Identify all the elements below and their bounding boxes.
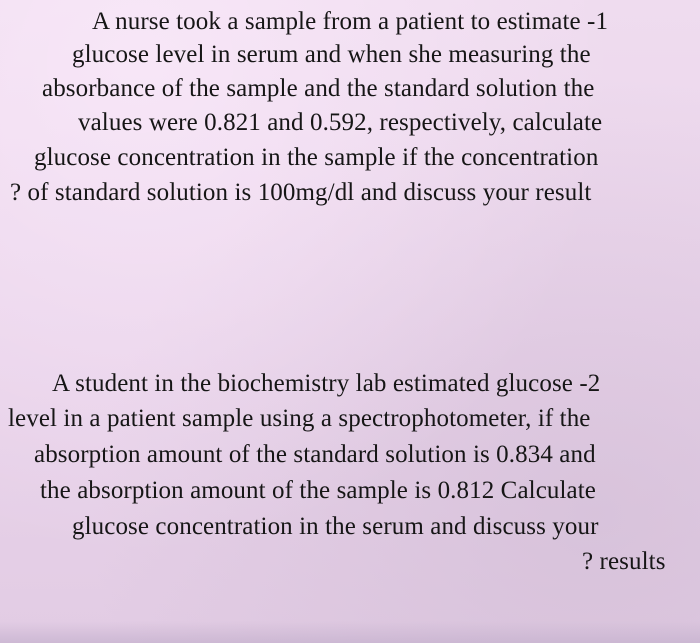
question-1-line-5: glucose concentration in the sample if the concentration: [34, 144, 599, 171]
question-2-line-1: A student in the biochemistry lab estimated glucose -2: [52, 370, 601, 397]
question-1-line-1: A nurse took a sample from a patient to estimate -1: [92, 8, 609, 35]
question-2-line-2: level in a patient sample using a spectrophotometer, if the: [8, 405, 591, 432]
question-1-line-6: ? of standard solution is 100mg/dl and discuss your result: [10, 179, 592, 206]
question-2-line-5: glucose concentration in the serum and discuss your: [72, 513, 599, 540]
question-2-line-6: ? results: [582, 548, 666, 575]
question-2-line-3: absorption amount of the standard solution is 0.834 and: [34, 441, 596, 468]
question-1-line-4: values were 0.821 and 0.592, respectively, calculate: [78, 109, 603, 136]
question-1-line-2: glucose level in serum and when she measuring the: [72, 41, 591, 68]
page-bottom-edge: [0, 621, 700, 643]
question-1-line-3: absorbance of the sample and the standard solution the: [42, 75, 595, 102]
question-2-line-4: the absorption amount of the sample is 0.812 Calculate: [40, 477, 596, 504]
